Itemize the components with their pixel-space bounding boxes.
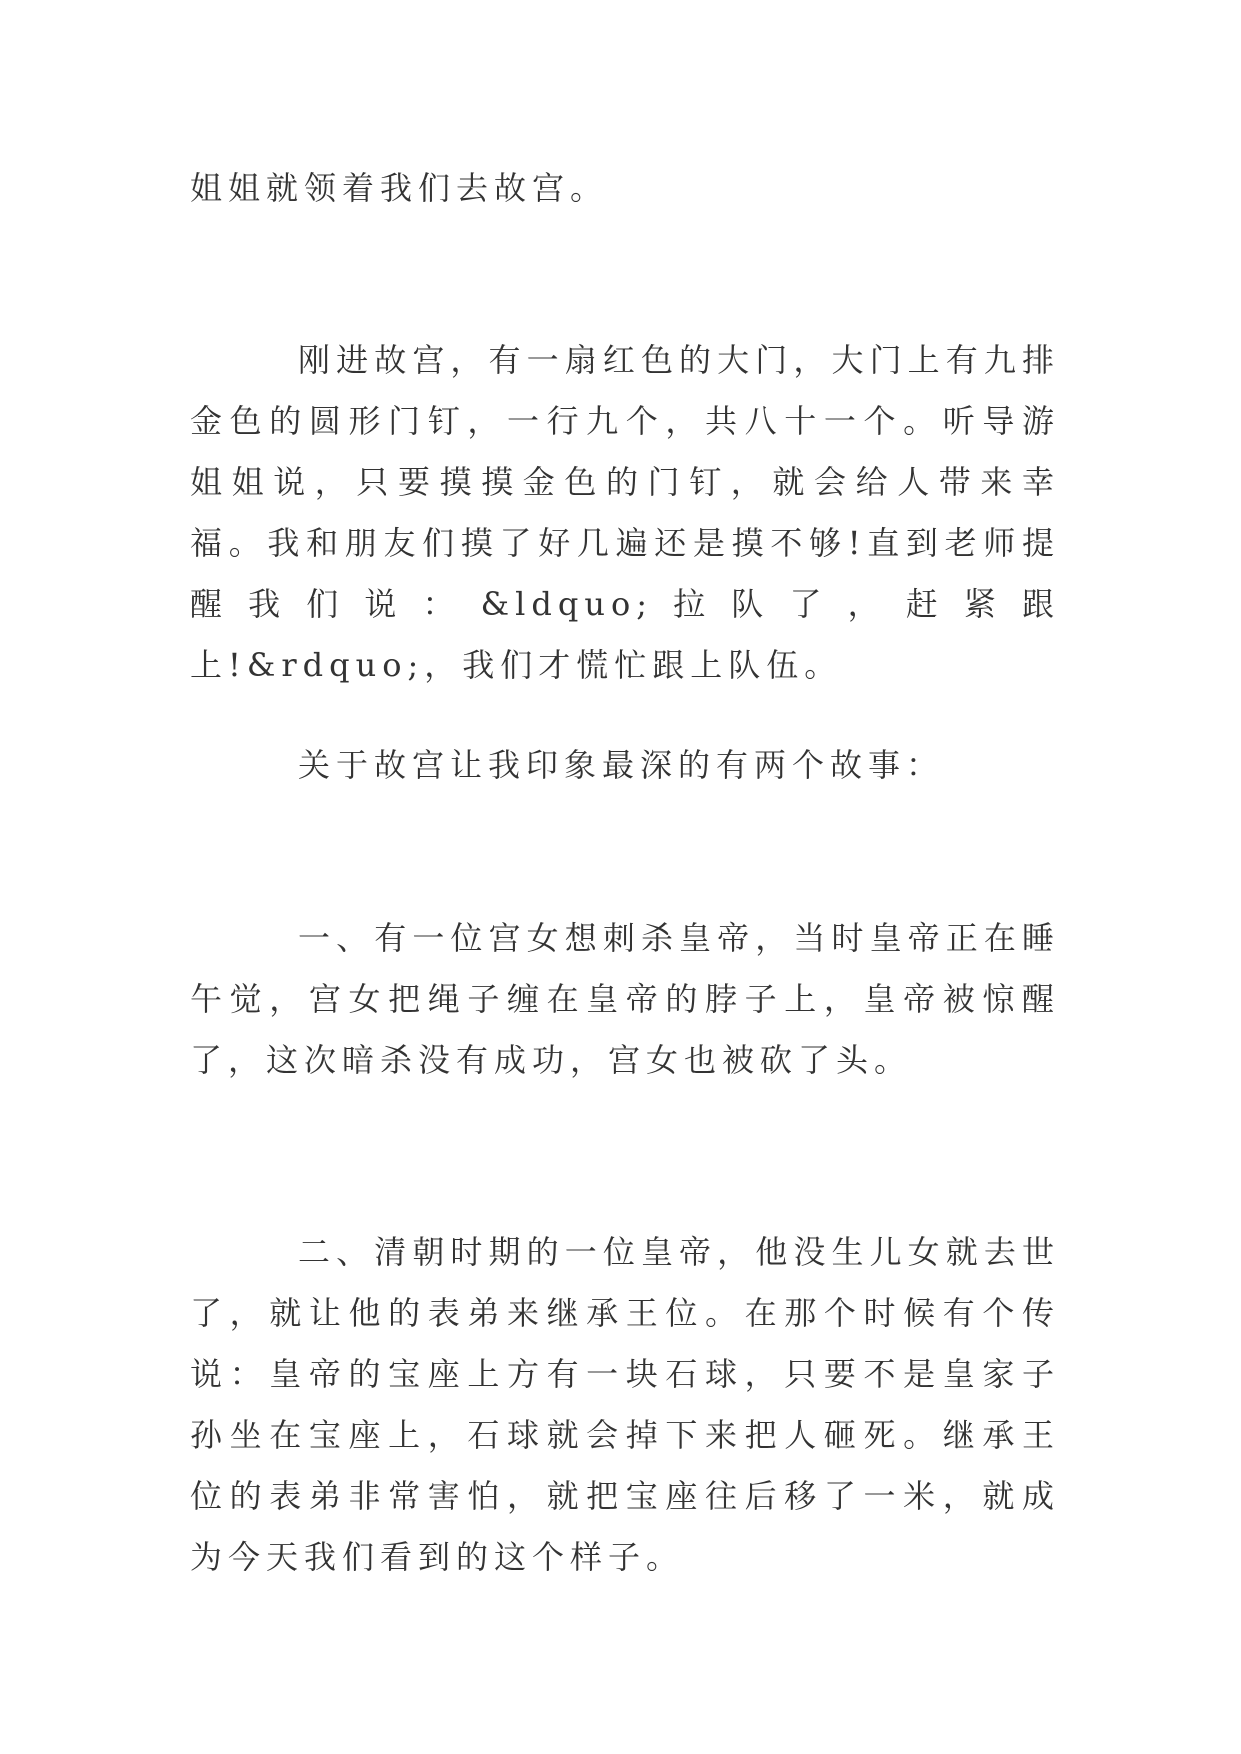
paragraph-two-stories-intro: 关于故宫让我印象最深的有两个故事： [298,746,945,784]
paragraph-continuation: 姐姐就领着我们去故宫。 [190,169,609,207]
paragraph-story-two: 二、清朝时期的一位皇帝，他没生儿女就去世了，就让他的表弟来继承王位。在那个时候有个传说：皇帝的宝座上方有一块石球，只要不是皇家子孙坐在宝座上，石球就会掉下来把人砸死。继承王位的表弟非常害怕，就把宝座往后移了一米，就成为今天我们看到的这个样子。 [190,1233,1060,1576]
paragraph-palace-gate: 刚进故宫，有一扇红色的大门，大门上有九排金色的圆形门钉，一行九个，共八十一个。听导游姐姐说，只要摸摸金色的门钉，就会给人带来幸福。我和朋友们摸了好几遍还是摸不够!直到老师提醒我们说：&ldquo;拉队了，赶紧跟上!&rdquo;，我们才慌忙跟上队伍。 [190,341,1060,684]
paragraph-story-one: 一、有一位宫女想刺杀皇帝，当时皇帝正在睡午觉，宫女把绳子缠在皇帝的脖子上，皇帝被惊醒了，这次暗杀没有成功，宫女也被砍了头。 [190,919,1060,1079]
